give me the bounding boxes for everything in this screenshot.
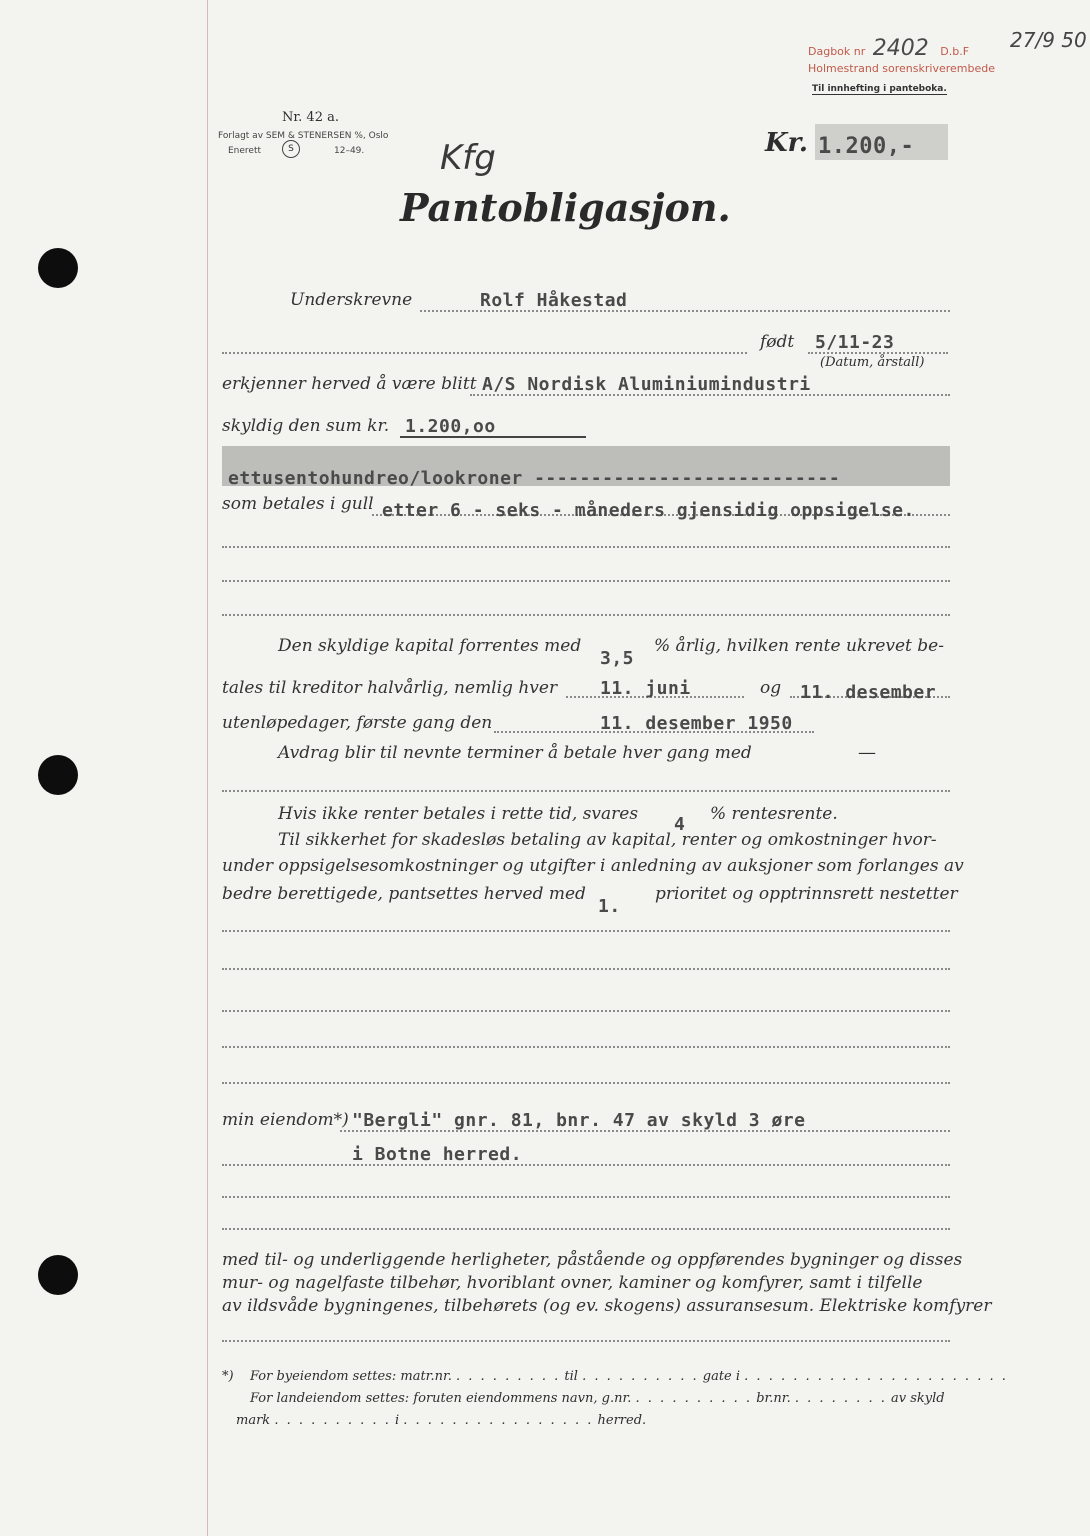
amount-value: 1.200,- [818, 134, 915, 159]
renter-text-a: Hvis ikke renter betales i rette tid, svares [278, 804, 639, 824]
sum-value: 1.200,oo [405, 416, 496, 437]
handwritten-initials: Kfg [440, 138, 496, 178]
binder-hole-middle [38, 755, 78, 795]
underskrevne-value: Rolf Håkestad [480, 290, 628, 311]
erkjenner-label: erkjenner herved å være blitt [222, 374, 477, 394]
underskrevne-label: Underskrevne [290, 290, 413, 310]
enerett-label: Enerett [228, 146, 262, 156]
stamp-date: 27/9 50 [1010, 28, 1087, 52]
property-line2: i Botne herred. [352, 1144, 523, 1165]
document-title: Pantobligasjon. [400, 185, 731, 230]
binder-hole-bottom [38, 1255, 78, 1295]
pledge-blank-line-3 [222, 1010, 950, 1012]
creditor-value: A/S Nordisk Aluminiumindustri [482, 374, 811, 395]
footnote-mark: mark . . . . . . . . . . i . . . . . . . . . . . . . . . . herred. [236, 1413, 647, 1428]
skyldig-label: skyldig den sum kr. [222, 416, 390, 436]
form-date: 12–49. [334, 146, 365, 156]
pledge-blank-line-4 [222, 1046, 950, 1048]
interest-line3-a: utenløpedager, første gang den [222, 713, 493, 733]
betales-label: som betales i gull [222, 494, 374, 514]
renter-text-b: % rentesrente. [710, 804, 838, 824]
stamp-note: Til innhefting i panteboka. [812, 84, 947, 94]
interest-line1-b: % årlig, hvilken rente ukrevet be- [654, 636, 944, 656]
pledge-blank-line-1 [222, 930, 950, 932]
margin-rule [207, 0, 208, 1536]
pledge-blank-line-2 [222, 968, 950, 970]
first-date-value: 11. desember 1950 [600, 713, 793, 734]
property-blank-line-3 [222, 1228, 950, 1230]
fodt-dotline-left [222, 352, 747, 354]
betales-value: etter 6 - seks - måneders gjensidig oppsigelse. [382, 500, 915, 521]
term1-value: 11. juni [600, 678, 691, 699]
binder-hole-top [38, 248, 78, 288]
sikkerhet-line2: under oppsigelsesomkostninger og utgifter i anledning av auksjoner som forlanges av [222, 856, 964, 876]
property-blank-line-1 [222, 1164, 950, 1166]
footnote-land: For landeiendom settes: foruten eiendommens navn, g.nr. . . . . . . . . . . br.nr. . . . . . . . . av skyld [250, 1391, 945, 1406]
fodt-value: 5/11-23 [815, 332, 895, 353]
pledge-blank-line-5 [222, 1082, 950, 1084]
property-blank-line-2 [222, 1196, 950, 1198]
dagbok-number: 2402 [872, 36, 929, 61]
sikkerhet-line1: Til sikkerhet for skadesløs betaling av kapital, renter og omkostninger hvor- [278, 830, 937, 850]
datum-note: (Datum, årstall) [820, 355, 925, 370]
amount-label: Kr. [765, 128, 808, 158]
form-number: Nr. 42 a. [282, 110, 339, 125]
term2-value: 11. desember [800, 682, 937, 703]
renter-rate: 4 [674, 814, 686, 835]
interest-line1-a: Den skyldige kapital forrentes med [278, 636, 582, 656]
footnote-by: For byeiendom settes: matr.nr. . . . . . . . . . til . . . . . . . . . . gate i . . . . . . . . . . . . . . . . . . . . . . [250, 1369, 1008, 1384]
publisher-logo: S [282, 140, 300, 158]
avdrag-blank-line [222, 790, 950, 792]
sikkerhet-line3-a: bedre berettigede, pantsettes herved med [222, 884, 586, 904]
stamp-office: Holmestrand sorenskriverembede [808, 62, 995, 75]
publisher-line: Forlagt av SEM & STENERSEN %, Oslo [218, 131, 389, 141]
property-label: min eiendom*) [222, 1110, 349, 1130]
og-label: og [760, 678, 782, 698]
fodt-label: født [760, 332, 795, 352]
closing-blank-line [222, 1340, 950, 1342]
interest-line2-a: tales til kreditor halvårlig, nemlig hver [222, 678, 558, 698]
blank-line-1 [222, 546, 950, 548]
footnote-star: *) [222, 1369, 234, 1384]
interest-rate: 3,5 [600, 648, 635, 669]
priority-value: 1. [598, 896, 621, 917]
blank-line-3 [222, 614, 950, 616]
avdrag-text: Avdrag blir til nevnte terminer å betale hver gang med [278, 743, 752, 763]
sikkerhet-line3-b: prioritet og opptrinnsrett nestetter [655, 884, 958, 904]
blank-line-2 [222, 580, 950, 582]
avdrag-value: — [858, 742, 876, 763]
closing-line2: mur- og nagelfaste tilbehør, hvoriblant ovner, kaminer og komfyrer, samt i tilfelle [222, 1273, 923, 1293]
sum-words: ettusentohundreo/lookroner --------------------------- [228, 468, 841, 489]
stamp-dagbok: Dagbok nr 2402 D.b.F [808, 36, 970, 61]
closing-line1: med til- og underliggende herligheter, påstående og oppførendes bygninger og disses [222, 1250, 963, 1270]
closing-line3: av ildsvåde bygningenes, tilbehørets (og ev. skogens) assuransesum. Elektriske komfyrer [222, 1296, 992, 1316]
property-line1: "Bergli" gnr. 81, bnr. 47 av skyld 3 øre [352, 1110, 806, 1131]
